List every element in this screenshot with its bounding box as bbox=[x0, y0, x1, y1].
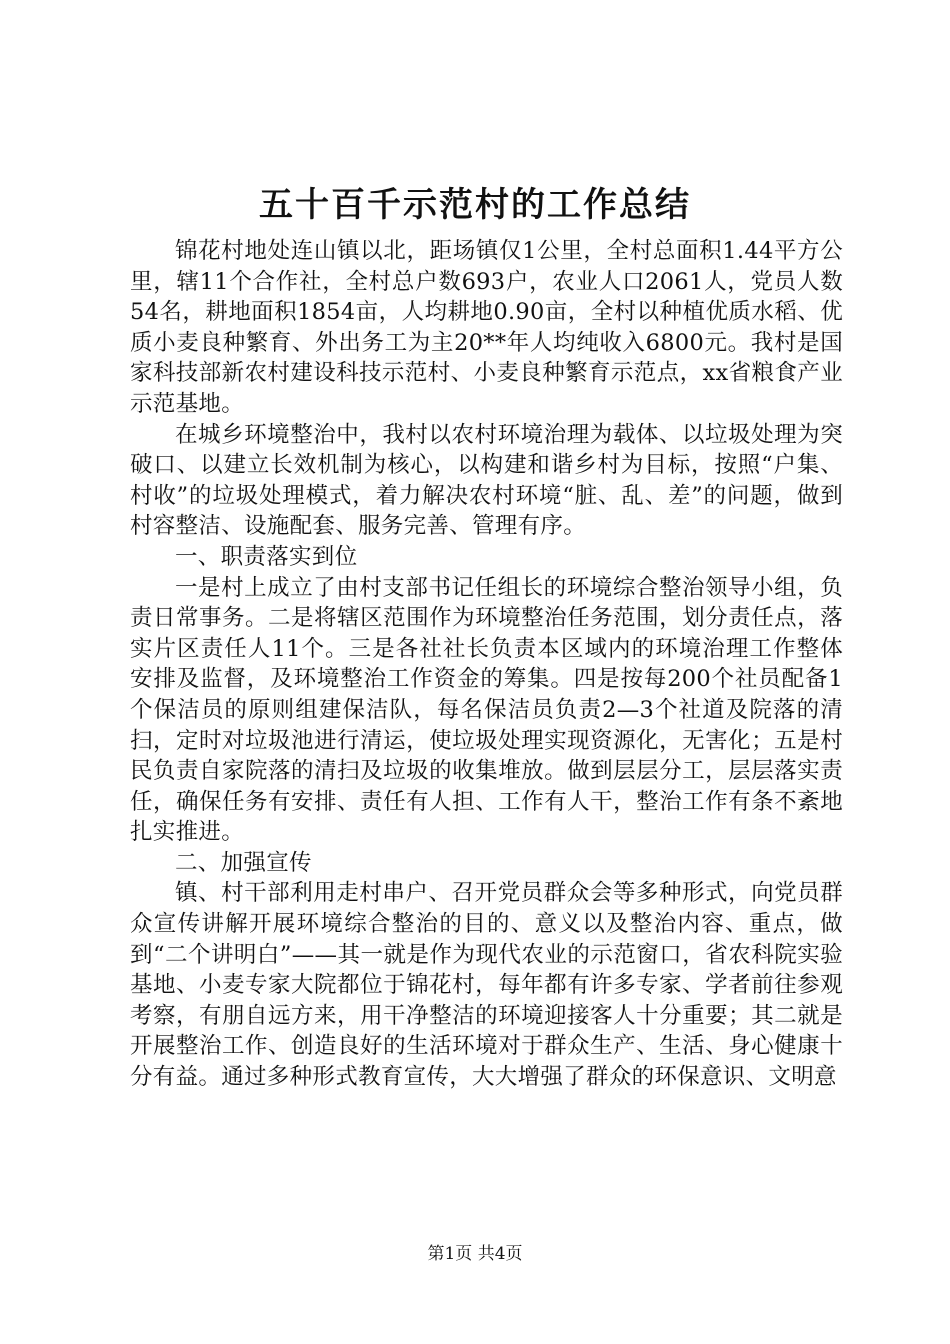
page-title: 五十百千示范村的工作总结 bbox=[259, 185, 691, 225]
paragraph-environment: 在城乡环境整治中，我村以农村环境治理为载体、以垃圾处理为突破口、以建立长效机制为核心，以构建和谐乡村为目标，按照“户集、村收”的垃圾处理模式，着力解决农村环境“脏、乱、差”的问题，做到村容整洁、设施配套、服务完善、管理有序。 bbox=[130, 421, 843, 540]
section-heading-responsibility: 一、职责落实到位 bbox=[175, 543, 358, 570]
page-number-footer: 第1页 共4页 bbox=[427, 1244, 523, 1264]
section-heading-publicity: 二、加强宣传 bbox=[175, 849, 312, 876]
paragraph-publicity: 镇、村干部利用走村串户、召开党员群众会等多种形式，向党员群众宣传讲解开展环境综合整治的目的、意义以及整治内容、重点，做到“二个讲明白”——其一就是作为现代农业的示范窗口，省农科院实验基地、小麦专家大院都位于锦花村，每年都有许多专家、学者前往参观考察，有朋自远方来，用干净整洁的环境迎接客人十分重要；其二就是开展整治工作、创造良好的生活环境对于群众生产、生活、身心健康十分有益。通过多种形式教育宣传，大大增强了群众的环保意识、文明意 bbox=[130, 880, 843, 1091]
document-body bbox=[130, 236, 843, 1093]
paragraph-intro: 锦花村地处连山镇以北，距场镇仅1公里，全村总面积1.44平方公里，辖11个合作社，全村总户数693户，农业人口2061人，党员人数54名，耕地面积1854亩，人均耕地0.90亩，全村以种植优质水稻、优质小麦良种繁育、外出务工为主20**年人均纯收入6800元。我村是国家科技部新农村建设科技示范村、小麦良种繁育示范点，xx省粮食产业示范基地。 bbox=[130, 238, 843, 417]
paragraph-responsibility: 一是村上成立了由村支部书记任组长的环境综合整治领导小组，负责日常事务。二是将辖区范围作为环境整治任务范围，划分责任点，落实片区责任人11个。三是各社社长负责本区域内的环境治理工作整体安排及监督，及环境整治工作资金的筹集。四是按每200个社员配备1个保洁员的原则组建保洁队，每名保洁员负责2—3个社道及院落的清扫，定时对垃圾池进行清运，使垃圾处理实现资源化，无害化；五是村民负责自家院落的清扫及垃圾的收集堆放。做到层层分工，层层落实责任，确保任务有安排、责任有人担、工作有人干，整治工作有条不紊地扎实推进。 bbox=[130, 574, 843, 846]
